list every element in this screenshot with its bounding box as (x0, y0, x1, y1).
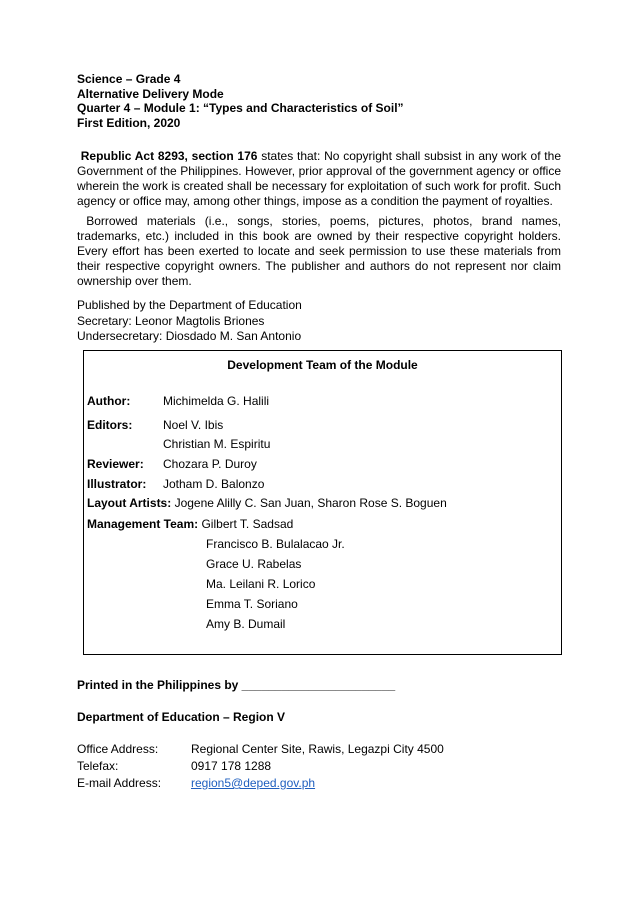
telefax-number: 0917 178 1288 (191, 759, 272, 773)
undersecretary: Undersecretary: Diosdado M. San Antonio (77, 329, 302, 343)
copyright-text: states that: No copyright shall subsist in any work of the Government of the Philippines. However, prior approval of the government agency or office wherein the work is created shall be necessary for exploitation of such work for profit. Such agency or office may, among other things, impose as a condition the payment of royalties. (77, 149, 561, 208)
borrowed-materials-notice (77, 214, 561, 289)
copyright-notice (77, 149, 561, 209)
email-link[interactable]: region5@deped.gov.ph (191, 776, 316, 790)
management-name: Gilbert T. Sadsad (198, 517, 294, 531)
reviewer-name: Chozara P. Duroy (163, 457, 257, 471)
secretary: Secretary: Leonor Magtolis Briones (77, 313, 265, 328)
module-title: Quarter 4 – Module 1: “Types and Characteristics of Soil” (77, 101, 404, 115)
printed-by-line: Printed in the Philippines by _______________________ (77, 678, 396, 692)
management-name: Grace U. Rabelas (206, 557, 302, 571)
management-team-row (87, 517, 293, 531)
development-team-box (83, 350, 562, 655)
management-name: Ma. Leilani R. Lorico (206, 577, 316, 591)
management-label: Management Team: (87, 517, 199, 531)
layout-artists-row (87, 496, 447, 510)
subject-grade: Science – Grade 4 (77, 72, 181, 86)
publisher-info (77, 298, 302, 345)
office-address: Regional Center Site, Rawis, Legazpi City 4500 (191, 742, 444, 756)
management-name: Francisco B. Bulalacao Jr. (206, 537, 345, 551)
publisher: Published by the Department of Education (77, 298, 302, 312)
edition: First Edition, 2020 (77, 115, 181, 130)
author-name: Michimelda G. Halili (163, 394, 270, 408)
telefax-label: Telefax: (77, 759, 119, 773)
editor-name: Christian M. Espiritu (163, 437, 271, 451)
reviewer-label: Reviewer: (87, 457, 144, 471)
layout-label: Layout Artists: (87, 496, 172, 510)
author-label: Author: (87, 394, 131, 408)
team-title: Development Team of the Module (227, 358, 418, 372)
module-header (77, 72, 404, 130)
editor-name: Noel V. Ibis (163, 418, 224, 432)
region-name: Department of Education – Region V (77, 710, 286, 724)
illustrator-label: Illustrator: (87, 477, 147, 491)
management-name: Emma T. Soriano (206, 597, 298, 611)
illustrator-name: Jotham D. Balonzo (163, 477, 265, 491)
delivery-mode: Alternative Delivery Mode (77, 86, 224, 101)
layout-names: Jogene Alilly C. San Juan, Sharon Rose S. Boguen (171, 496, 447, 510)
management-name: Amy B. Dumail (206, 617, 286, 631)
editors-label: Editors: (87, 418, 133, 432)
office-label: Office Address: (77, 742, 159, 756)
email-label: E-mail Address: (77, 776, 162, 790)
copyright-law-ref: Republic Act 8293, section 176 (80, 149, 258, 163)
borrowed-text: Borrowed materials (i.e., songs, stories, poems, pictures, photos, brand names, trademarks, etc.) included in this book are owned by their respective copyright holders. Every effort has been exerted to locate and seek permission to use these materials from their respective copyright owners. The publisher and authors do not represent nor claim ownership over them. (77, 214, 561, 288)
